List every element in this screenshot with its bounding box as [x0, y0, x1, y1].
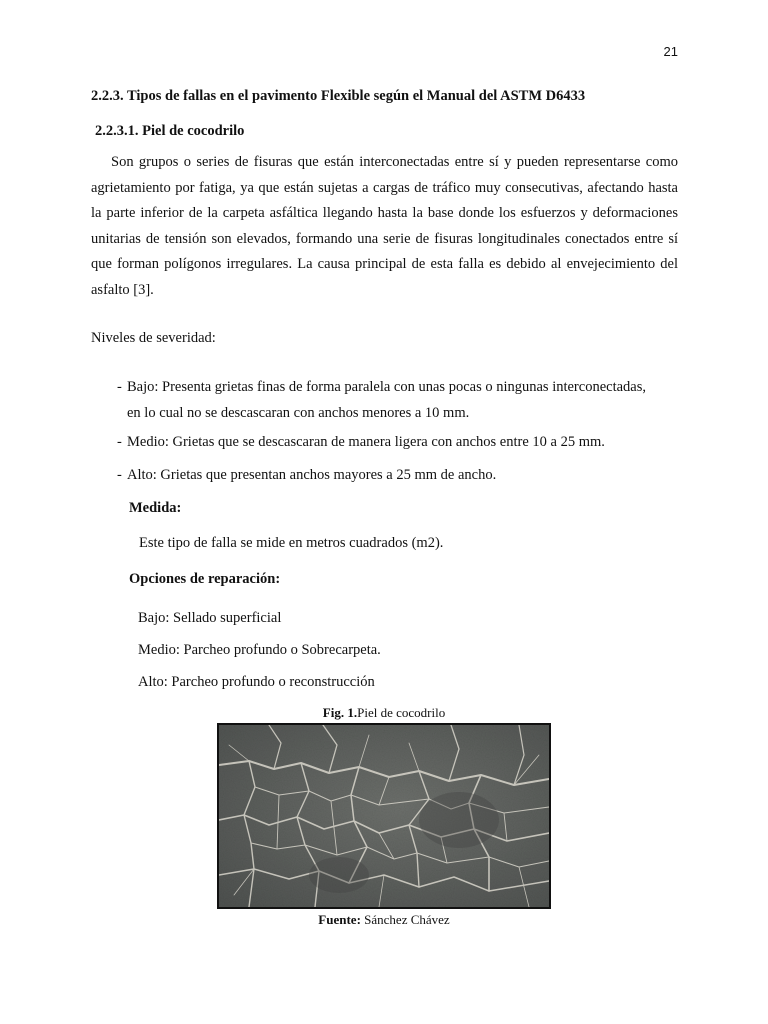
measure-heading: Medida: — [129, 500, 182, 516]
bullet-dash: - — [117, 467, 122, 483]
severity-item-low-line1: Bajo: Presenta grietas finas de forma paralela con unas pocas o ningunas interconectadas, — [127, 379, 646, 395]
figure-caption — [0, 705, 768, 721]
severity-item-low — [117, 375, 679, 426]
section-heading: 2.2.3. Tipos de fallas en el pavimento Flexible según el Manual del ASTM D6433 — [91, 88, 586, 104]
measure-text: Este tipo de falla se mide en metros cuadrados (m2). — [139, 535, 444, 551]
body-paragraph-text: Son grupos o series de fisuras que están interconectadas entre sí y pueden representarse como agrietamiento por fatiga, ya que están sujetas a cargas de tráfico muy consecutivas, afectando hasta la parte inferior de la carpeta asfáltica llegando hasta la base donde los esfuerzos y deformaciones unitarias de tensión son elevados, formando una serie de fisuras longitudinales conectados entre sí que forman polígonos irregulares. La causa principal de esta falla es debido al envejecimiento del asfalto [3]. — [91, 154, 678, 298]
bullet-dash: - — [117, 434, 122, 450]
figure-image-crocodile-cracking — [217, 723, 551, 909]
figure-caption-label: Fig. 1. — [322, 705, 358, 720]
severity-item-high — [117, 463, 679, 489]
figure-source — [0, 912, 768, 928]
severity-heading: Niveles de severidad: — [91, 330, 216, 346]
figure-source-label: Fuente: — [318, 912, 361, 927]
severity-item-medium-line1: Medio: Grietas que se descascaran de manera ligera con anchos entre 10 a 25 mm. — [127, 434, 605, 450]
repair-option-low: Bajo: Sellado superficial — [138, 610, 282, 626]
repair-option-high: Alto: Parcheo profundo o reconstrucción — [138, 674, 375, 690]
repair-option-medium: Medio: Parcheo profundo o Sobrecarpeta. — [138, 642, 381, 658]
figure-source-text: Sánchez Chávez — [360, 912, 450, 927]
body-paragraph — [91, 150, 678, 304]
figure-caption-text: Piel de cocodrilo — [357, 705, 446, 720]
page-number: 21 — [663, 44, 678, 59]
subsection-heading: 2.2.3.1. Piel de cocodrilo — [95, 123, 245, 139]
cracked-asphalt-photo — [219, 725, 549, 907]
severity-item-medium — [117, 430, 679, 456]
bullet-dash: - — [117, 379, 122, 395]
severity-item-high-line1: Alto: Grietas que presentan anchos mayores a 25 mm de ancho. — [127, 467, 497, 483]
repair-heading: Opciones de reparación: — [129, 571, 281, 587]
severity-item-low-line2: en lo cual no se descascaran con anchos menores a 10 mm. — [127, 404, 470, 421]
